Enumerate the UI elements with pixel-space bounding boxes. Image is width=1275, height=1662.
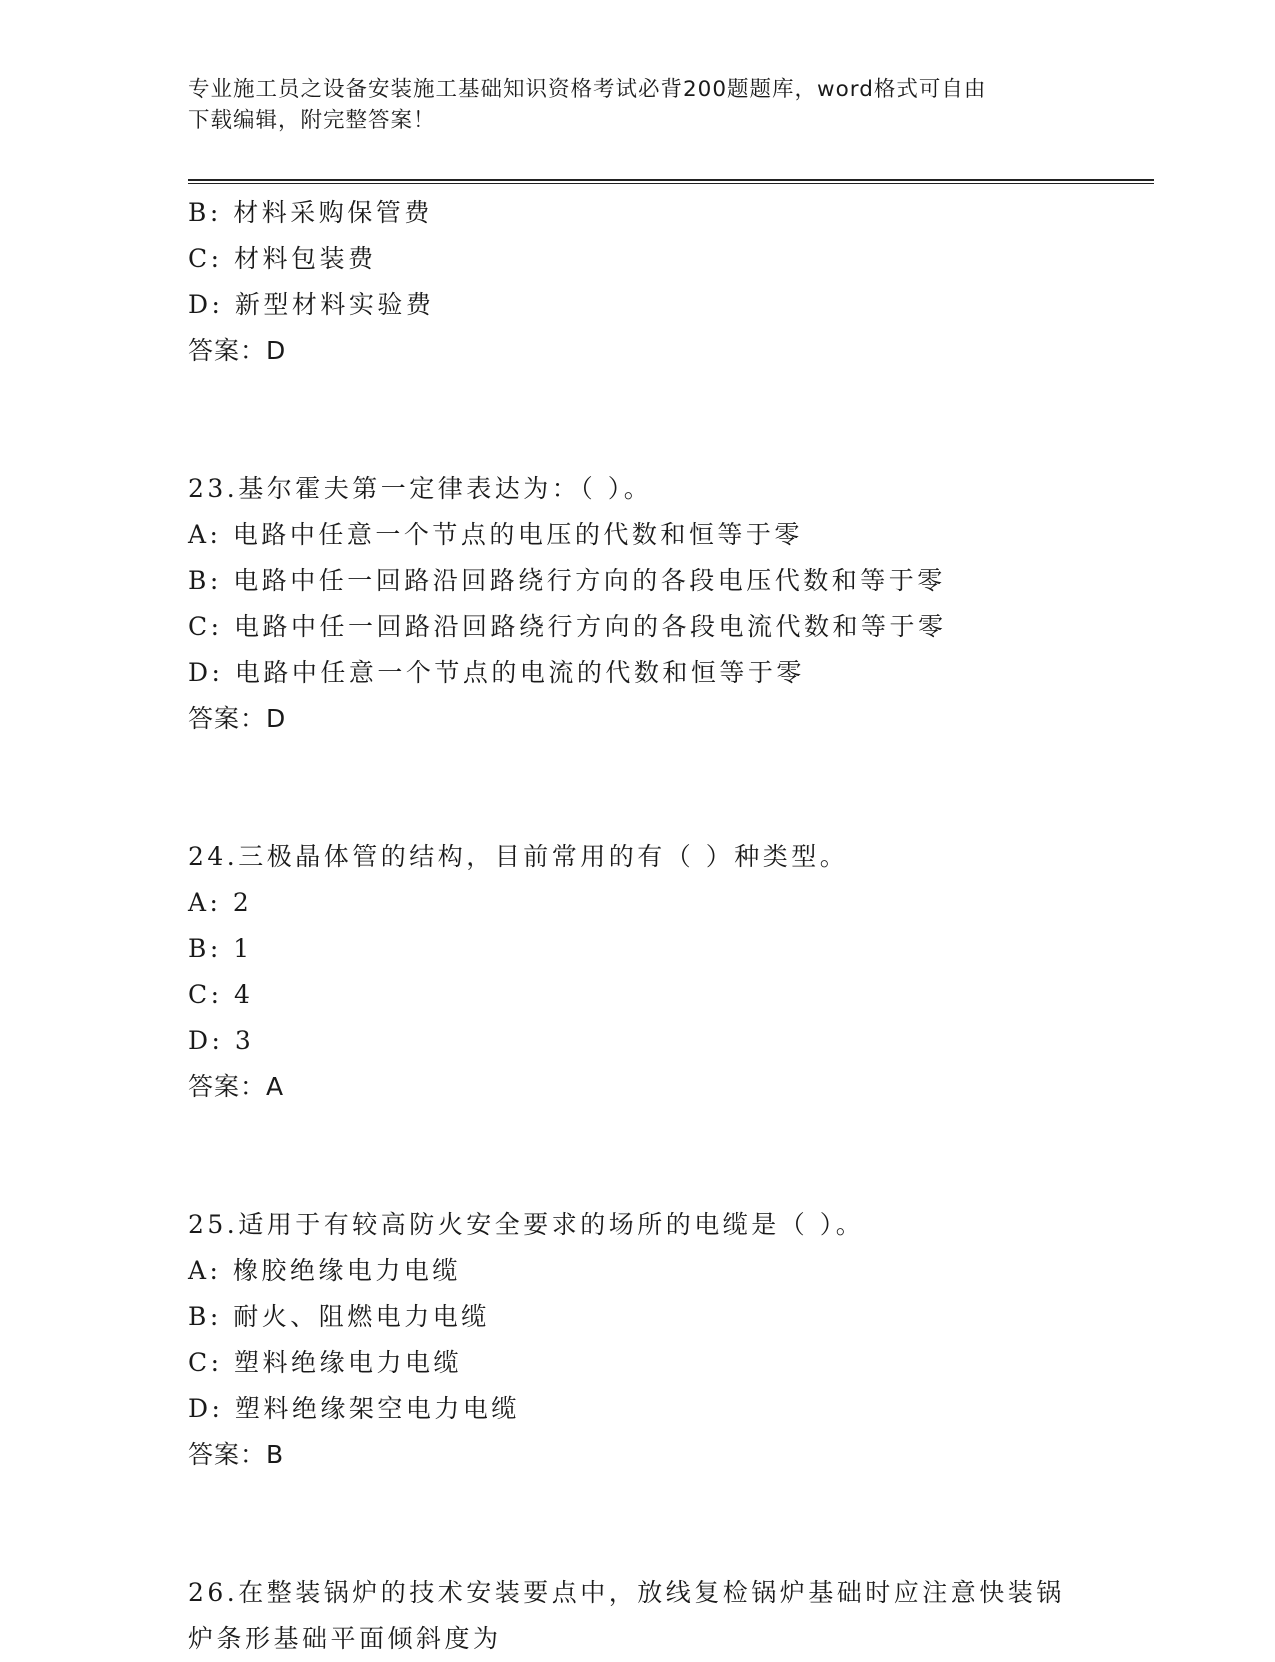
option-a: A: 2 [188,888,253,917]
question-text: 25.适用于有较高防火安全要求的场所的电缆是（ ）。 [188,1210,865,1239]
option-d: D: 塑料绝缘架空电力电缆 [188,1394,520,1423]
header-divider-thin [188,183,1154,184]
header-divider-thick [188,179,1154,181]
option-c: C: 4 [188,980,254,1009]
header-title-line-2: 下载编辑，附完整答案！ [188,108,436,133]
option-c: C: 塑料绝缘电力电缆 [188,1348,462,1377]
option-b: B: 电路中任一回路沿回路绕行方向的各段电压代数和等于零 [188,566,946,595]
answer: 答案：D [188,704,287,733]
header-title-line-1: 专业施工员之设备安装施工基础知识资格考试必背200题题库，word格式可自由 [188,77,987,102]
question-23 [188,466,1088,742]
answer: 答案：B [188,1440,285,1469]
option-d: D: 3 [188,1026,255,1055]
question-text-line-1: 26.在整装锅炉的技术安装要点中，放线复检锅炉基础时应注意快装锅 [188,1578,1065,1607]
option-a: A: 电路中任意一个节点的电压的代数和恒等于零 [188,520,803,549]
question-text: 24.三极晶体管的结构，目前常用的有（ ）种类型。 [188,842,849,871]
option-b: B: 耐火、阻燃电力电缆 [188,1302,490,1331]
option-d: D: 电路中任意一个节点的电流的代数和恒等于零 [188,658,805,687]
document-body [188,190,1088,1662]
question-25 [188,1202,1088,1478]
document-header [188,74,1068,136]
answer: 答案：D [188,336,287,365]
option-a: A: 橡胶绝缘电力电缆 [188,1256,461,1285]
option-b: B: 材料采购保管费 [188,198,433,227]
option-b: B: 1 [188,934,253,963]
option-c: C: 材料包装费 [188,244,377,273]
answer: 答案：A [188,1072,285,1101]
question-26 [188,1570,1088,1662]
question-text: 23.基尔霍夫第一定律表达为：（ ）。 [188,474,653,503]
option-d: D: 新型材料实验费 [188,290,435,319]
question-22-continued [188,190,1088,374]
question-text-line-2: 炉条形基础平面倾斜度为 [188,1624,502,1653]
option-c: C: 电路中任一回路沿回路绕行方向的各段电流代数和等于零 [188,612,947,641]
question-24 [188,834,1088,1110]
